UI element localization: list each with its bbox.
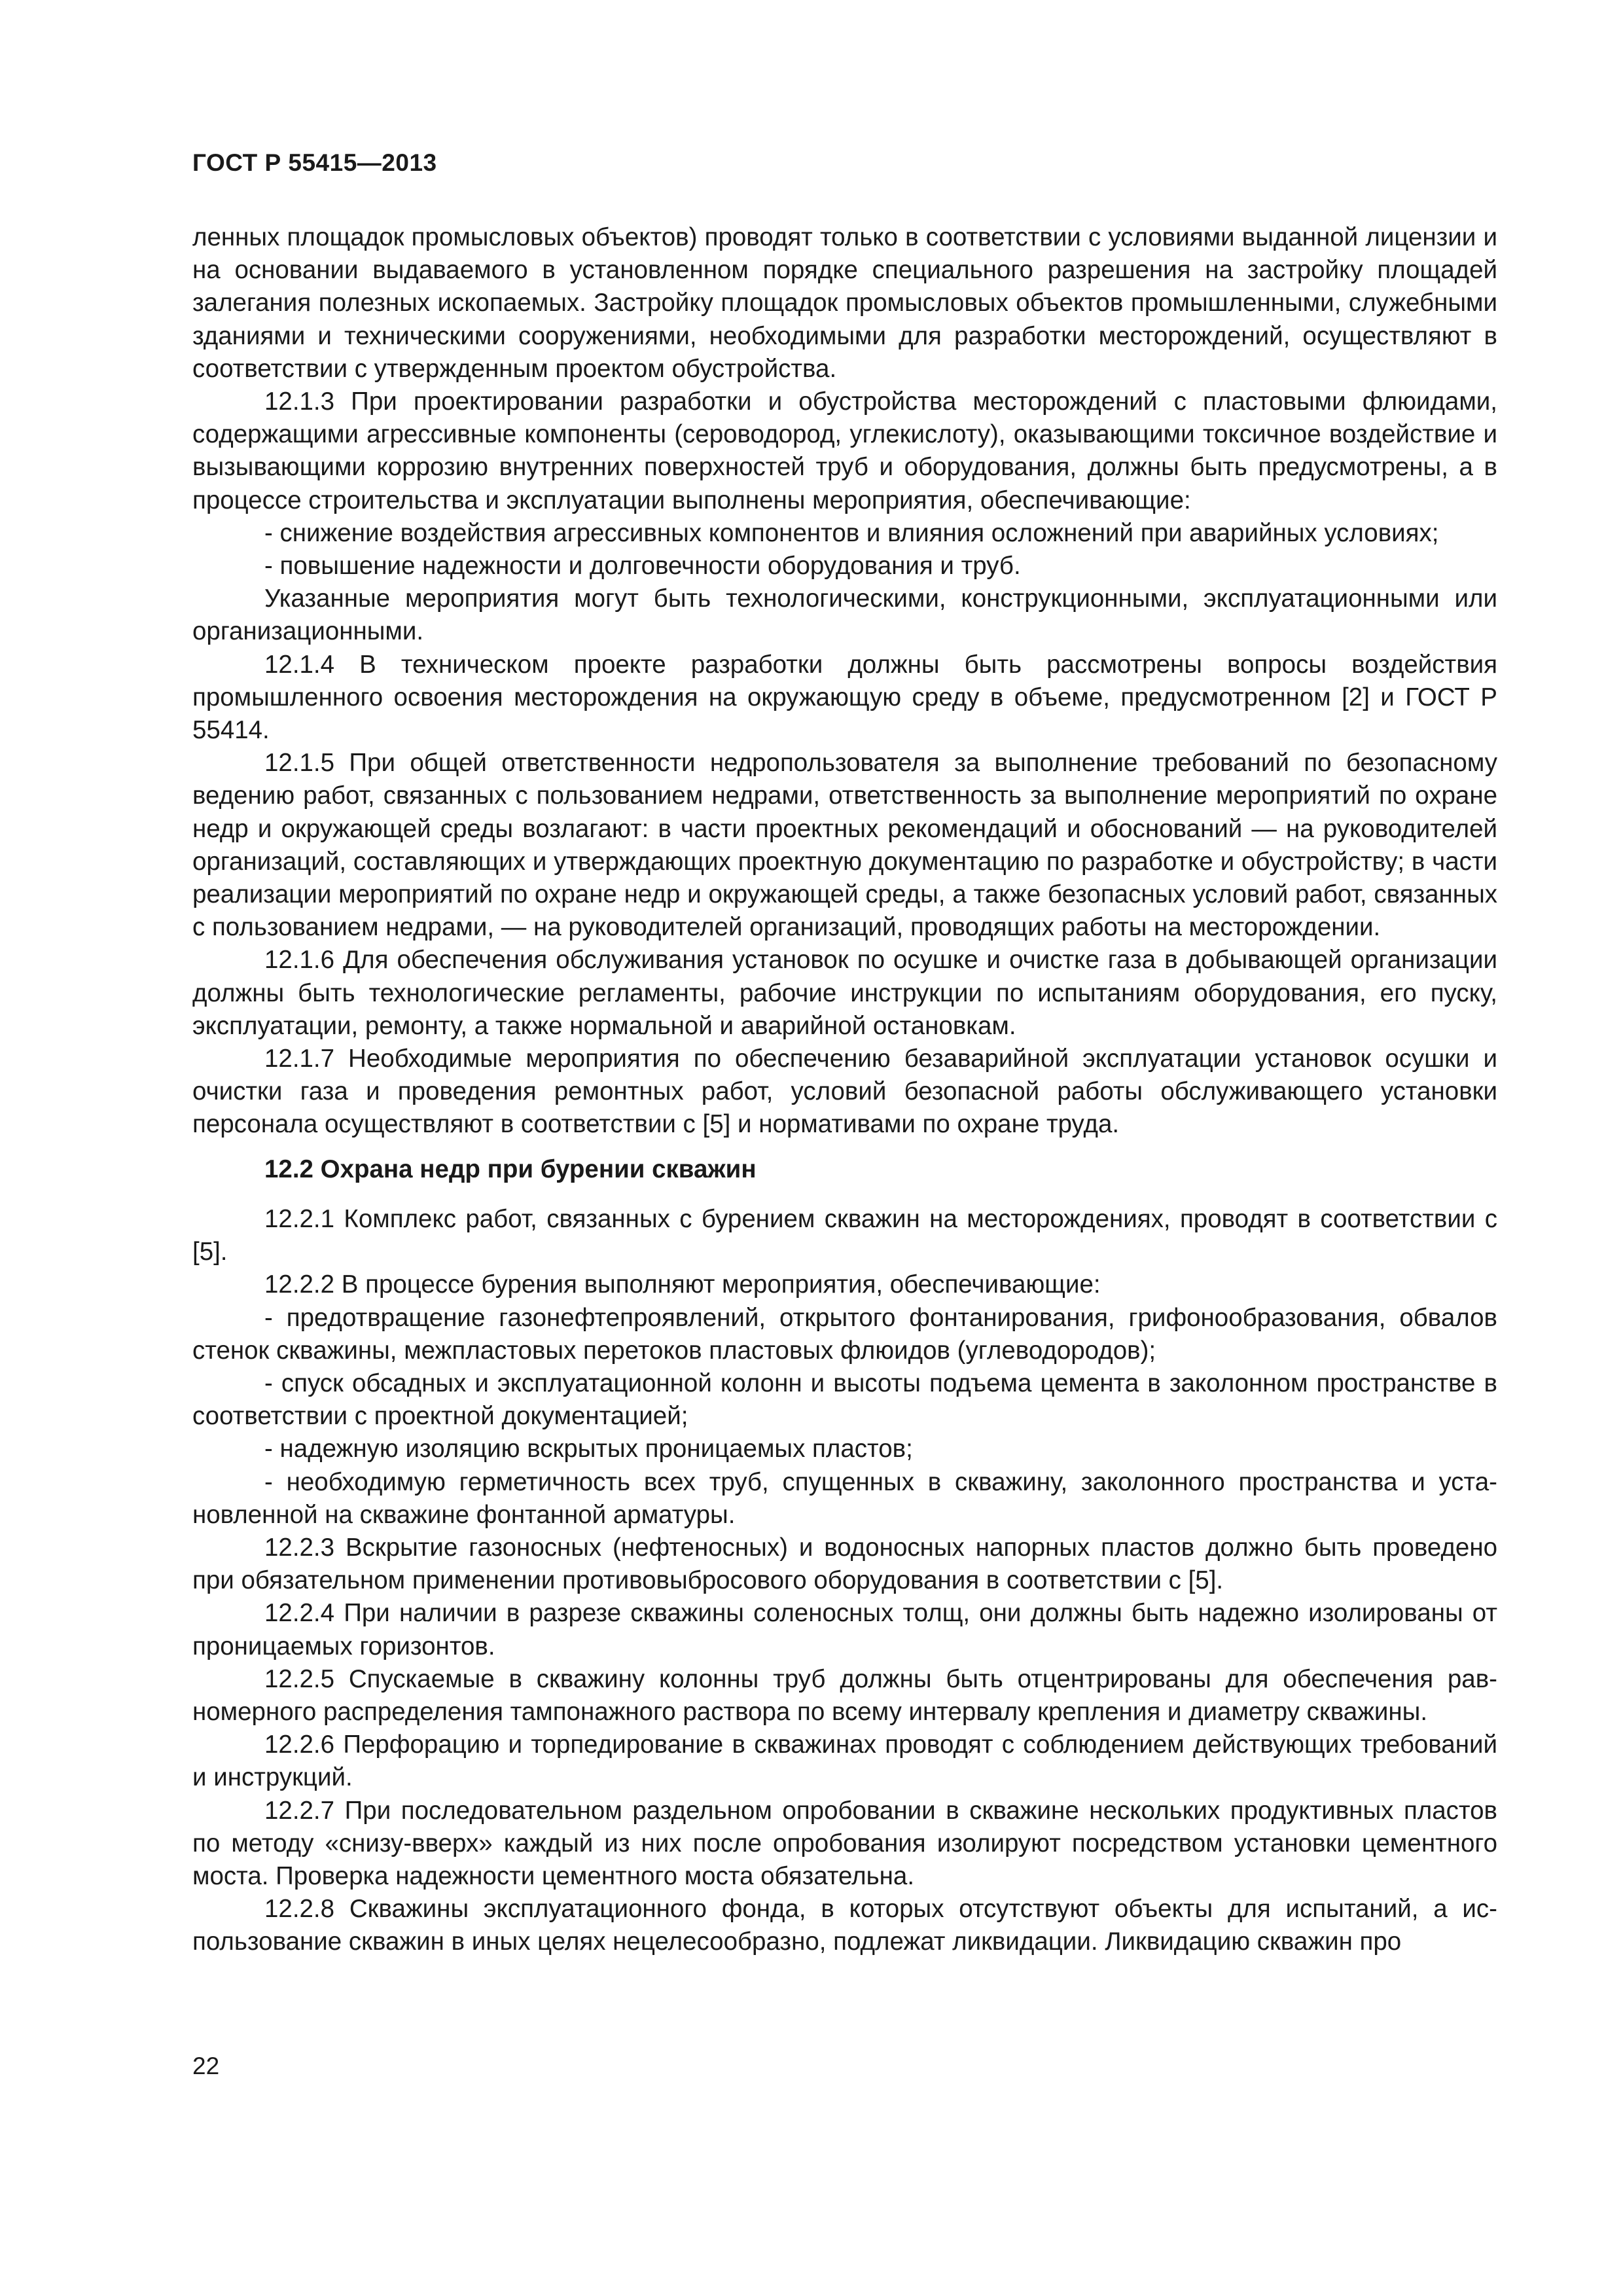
paragraph: 12.2.4 При наличии в разрезе скважины соленосных толщ, они должны быть надежно изолированы от проницаемых горизонтов. [192, 1599, 1497, 1660]
paragraph: Указанные мероприятия могут быть технологическими, конструкционными, эксплуатационными или организационными. [192, 584, 1497, 646]
paragraph: 12.2.5 Спускаемые в скважину колонны труб должны быть отцентрированы для обеспечения равномерного распределения тампонажного раствора по всему интервалу крепления и диаметру скважины. [192, 1664, 1497, 1726]
paragraph: 12.2.3 Вскрытие газоносных (нефтеносных) и водоносных напорных пластов должно быть проведено при обязательном применении противовыбросового оборудования в соответствии с [5]. [192, 1533, 1497, 1595]
paragraph: 12.1.4 В техническом проекте разработки должны быть рассмотрены вопросы воздействия промышленного освоения месторождения на окружающую среду в объеме, предусмотренном [2] и ГОСТ Р 55414. [192, 650, 1497, 745]
list-item: - снижение воздействия агрессивных компонентов и влияния осложнений при аварийных условиях; [264, 518, 1439, 547]
list-item: - повышение надежности и долговечности оборудования и труб. [264, 552, 1021, 581]
paragraph: ленных площадок промысловых объектов) проводят только в соответствии с условиями выданной лицензии и на основании выдаваемого в установленном порядке специального разрешения на застройку площадей залегания полезных ископаемых. Застройку площадок промысловых объектов промышленными, служебными зданиями и техническими сооружениями, необходимыми для разработки месторождений, осуществляют в соответствии с утвержденным проектом обустройства. [192, 223, 1497, 383]
document-body [192, 221, 1497, 1959]
paragraph: 12.1.6 Для обеспечения обслуживания установок по осушке и очистке газа в добывающей организации должны быть технологические регламенты, рабочие инструкции по испытаниям оборудования, его пуску, эксплуатации, ремонту, а также нормальной и аварийной остановкам. [192, 946, 1497, 1040]
paragraph: 12.2.1 Комплекс работ, связанных с бурением скважин на месторождениях, проводят в соответствии с [5]. [192, 1204, 1497, 1266]
paragraph: 12.1.3 При проектировании разработки и обустройства месторождений с пластовыми флюидами, содержащими агрессивные компоненты (сероводород, углекислоту), оказывающими токсичное воздействие и вызывающими коррозию внутренних поверхностей труб и оборудования, должны быть предусмотрены, а в процессе строительства и эксплуатации выполнены мероприятия, обеспечивающие: [192, 387, 1497, 514]
paragraph: 12.2.7 При последовательном раздельном опробовании в скважине нескольких продуктивных пластов по методу «снизу-вверх» каждый из них после опробования изолируют посредством установки цементного моста. Проверка надежности цементного моста обязательна. [192, 1796, 1497, 1890]
list-item: - необходимую герметичность всех труб, спущенных в скважину, заколонного пространства и установленной на скважине фонтанной арматуры. [192, 1467, 1497, 1529]
list-item: - надежную изоляцию вскрытых проницаемых пластов; [264, 1435, 913, 1463]
paragraph: 12.2.8 Скважины эксплуатационного фонда, в которых отсутствуют объекты для испытаний, а использование скважин в иных целях нецелесообразно, подлежат ликвидации. Ликвидацию скважин про [192, 1895, 1497, 1956]
page-number: 22 [192, 2053, 220, 2079]
paragraph: 12.1.7 Необходимые мероприятия по обеспечению безаварийной эксплуатации установок осушки и очистки газа и проведения ремонтных работ, условий безопасной работы обслуживающего установки персонала осуществляют в соответствии с [5] и нормативами по охране труда. [192, 1045, 1497, 1139]
paragraph: 12.1.5 При общей ответственности недропользователя за выполнение требований по безопасному ведению работ, связанных с пользованием недрами, ответственность за выполнение мероприятий по охране недр и окружающей среды возлагают: в части проектных рекомендаций и обоснований — на руководителей организаций, составляющих и утверждающих проектную документацию по разработке и обустройству; в части реализации мероприятий по охране недр и окружающей среды, а также безопасных условий работ, связанных с пользованием недрами, — на руководителей организаций, проводящих работы на месторождении. [192, 749, 1497, 942]
paragraph: 12.2.6 Перфорацию и торпедирование в скважинах проводят с соблюдением действующих требований и инструкций. [192, 1731, 1497, 1792]
list-item: - спуск обсадных и эксплуатационной колонн и высоты подъема цемента в заколонном пространстве в соответствии с проектной документацией; [192, 1369, 1497, 1431]
list-item: - предотвращение газонефтепроявлений, открытого фонтанирования, грифонообразования, обвалов стенок скважины, межпластовых перетоков пластовых флюидов (углеводородов); [192, 1303, 1497, 1365]
paragraph: 12.2.2 В процессе бурения выполняют мероприятия, обеспечивающие: [264, 1270, 1101, 1299]
section-heading: 12.2 Охрана недр при бурении скважин [264, 1155, 757, 1183]
document-header: ГОСТ Р 55415—2013 [192, 149, 437, 176]
